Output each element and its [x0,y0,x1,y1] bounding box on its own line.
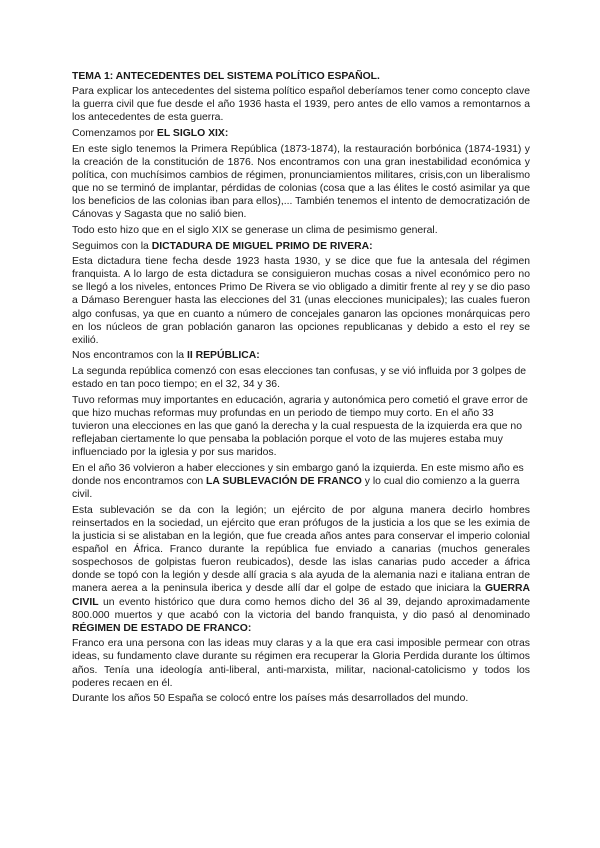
paragraph-reformas: Tuvo reformas muy importantes en educación, agraria y autonómica pero cometió el grave error de que hizo muchas reformas muy profundas en un periodo de tiempo muy corto. En el año 33 tuvieron una elecciones en las que ganó la derecha y la cual respuesta de la izquierda era que no reflejaban ciertamente lo que pensaba la población porque el voto de las mujeres estaba muy influenciado por la iglesia y por sus maridos. [72,394,528,459]
bold-run: LA SUBLEVACIÓN DE FRANCO [206,476,362,488]
paragraph-dictadura: Esta dictadura tiene fecha desde 1923 hasta 1930, y se dice que fue la antesala del régimen franquista. A lo largo de esta dictadura se consiguieron muchas cosas a nivel económico pero no se llegó a los niveles, entonces Primo De Rivera se vio obligado a dimitir frente al rey y se dio paso a Dámaso Berenguer hasta las elecciones del 31 (unas elecciones municipales); las cuales fueron algo confusas, ya que en cuanto a número de concejales ganaron las opciones monárquicas pero en los núcleos de gran población ganaron las opciones republicanas y debido a esto el rey se exilió. [72,256,530,346]
paragraph-legion [72,504,530,635]
intro-paragraph: Para explicar los antecedentes del sistema político español deberíamos tener como concepto clave la guerra civil que fue desde el año 1936 hasta el 1939, pero antes de ello vamos a remontarnos a los antecedentes de esta guerra. [72,86,530,124]
text-run: En el año 36 volvieron a haber elecciones y sin embargo ganó la izquierda. En este mismo año es donde nos encontramos con [72,462,524,488]
bold-run: RÉGIMEN DE ESTADO DE FRANCO: [72,622,252,634]
section-bold: DICTADURA DE MIGUEL PRIMO DE RIVERA: [151,240,373,252]
paragraph-sublevacion [72,462,530,501]
text-run: y lo cual dio comienzo a la guerra civil. [72,476,520,501]
document-page [72,70,530,708]
paragraph-anos-50: Durante los años 50 España se colocó entre los países más desarrollados del mundo. [72,693,469,705]
text-run: Esta sublevación se da con la legión; un ejército de por alguna manera decirlo hombres reinsertados en la sociedad, un ejército que eran prófugos de la justicia a los que se les eximia de la justicia si se alistaban en la legión, que fue creada años antes para conservar el imperio colonial español en África. Franco durante la república fue enviado a canarias (muchos generales sospechosos de golpistas fueron reubicados), desde las islas canarias pudo acceder a áfrica donde se topó con la legión y desde allí gracia s ala ayuda de la alemania nazi e italiana entran de manera aerea a la peninsula iberica y desde allí dar el golpe de estado que iniciara la [72,504,530,595]
bold-run: GUERRA CIVIL [72,583,530,608]
document-title: TEMA 1: ANTECEDENTES DEL SISTEMA POLÍTICO ESPAÑOL. [72,71,380,82]
section-heading-siglo-xix [72,127,530,140]
section-heading-dictadura [72,240,530,253]
text-run: un evento histórico que dura como hemos dicho del 36 al 39, dejando aproximadamente 800.000 muertos y que acabó con la victoria del bando franquista, y dio pasó al denominado [72,596,530,621]
paragraph-pesimismo: Todo esto hizo que en el siglo XIX se generase un clima de pesimismo general. [72,224,438,236]
paragraph-franco: Franco era una persona con las ideas muy claras y a la que era casi imposible permear con otras ideas, su fundamento clave durante su régimen era recuperar la Gloria Perdida durante los últimos años. Tenía una ideología anti-liberal, anti-marxista, militar, nacional-catolicismo y todos los poderes recaen en él. [72,638,530,689]
section-bold: EL SIGLO XIX: [156,127,229,139]
section-bold: II REPÚBLICA: [186,350,260,362]
section-lead: Nos encontramos con la [72,350,187,362]
paragraph-republica-golpes: La segunda república comenzó con esas elecciones tan confusas, y se vió influida por 3 golpes de estado en tan poco tiempo; en el 32, 34 y 36. [72,366,527,391]
section-lead: Comenzamos por [72,127,157,139]
section-heading-ii-republica [72,349,530,362]
paragraph-siglo-xix: En este siglo tenemos la Primera República (1873-1874), la restauración borbónica (1874-1931) y la creación de la constitución de 1876. Nos encontramos con una gran inestabilidad económica y política, con muchísimos cambios de régimen, pronunciamientos militares, crisis,con un liberalismo que no se terminó de implantar, pérdidas de colonias (cosa que a las élites le costó asimilar ya que los beneficios de las colonias iban para ellos),... También tenemos el intento de democratización de Cánovas y Sagasta que no salió bien. [72,143,530,221]
section-lead: Seguimos con la [72,240,152,252]
